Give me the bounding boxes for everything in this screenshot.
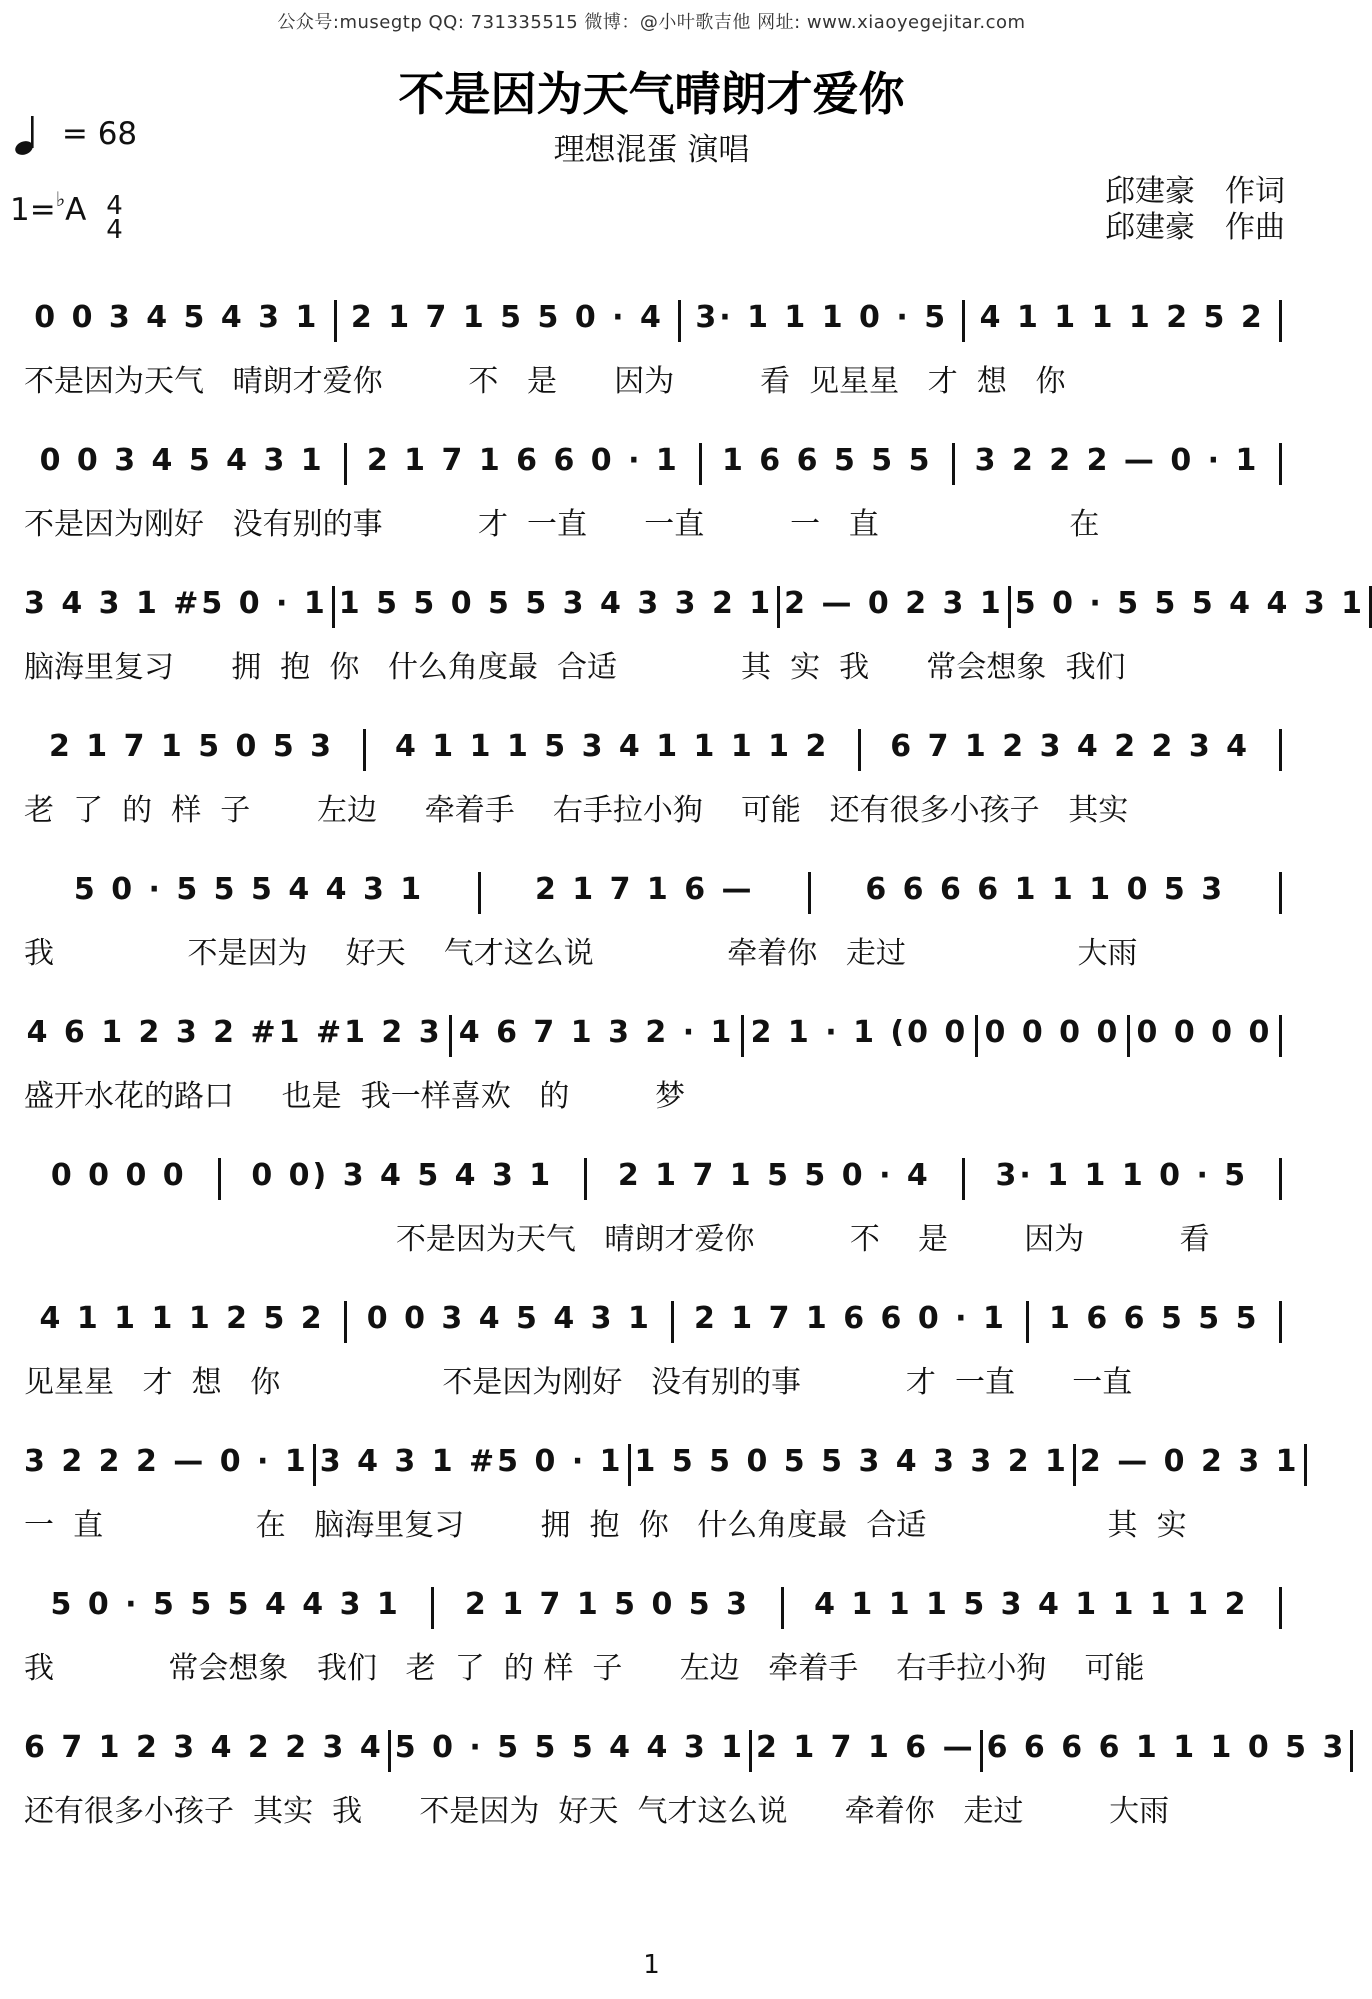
notes-line: [24, 729, 1286, 771]
composer-credit: [1105, 210, 1285, 246]
notes-line: [24, 1587, 1286, 1629]
bar-line: [1127, 1015, 1130, 1057]
notes-line: [24, 1730, 1347, 1772]
measure: 4 6 1 2 3 2 #1 #1 2 3: [26, 1015, 443, 1050]
measure: 2 1 · 1 (0 0: [750, 1015, 969, 1050]
bar-line: [975, 1015, 978, 1057]
measure: 4 1 1 1 5 3 4 1 1 1 1 2: [394, 729, 830, 764]
bar-line: [671, 1301, 674, 1343]
bar-line: [363, 729, 366, 771]
notation-system: [0, 1301, 1303, 1441]
lyrics-line: 老 了 的 样 子 左边 牵着手 右手拉小狗 可能 还有很多小孩子 其实: [24, 793, 1129, 828]
measure: 1 6 6 5 5 5: [1049, 1301, 1260, 1336]
notation-system: [0, 1587, 1303, 1727]
measure: 2 — 0 2 3 1: [784, 586, 1004, 621]
measure: 2 1 7 1 6 —: [534, 872, 755, 907]
lyrics-line: 我 不是因为 好天 气才这么说 牵着你 走过 大雨: [24, 936, 1138, 971]
composer-name: 邱建豪: [1105, 210, 1195, 245]
bar-line: [962, 1158, 965, 1200]
measure: 0 0 0 0: [984, 1015, 1121, 1050]
bar-line: [431, 1587, 434, 1629]
bar-line: [1279, 1015, 1282, 1057]
notes-line: [24, 443, 1286, 485]
measure: 0 0 0 0: [1136, 1015, 1273, 1050]
bar-line: [1350, 1730, 1353, 1772]
notation-system: [0, 1015, 1303, 1155]
lyricist-name: 邱建豪: [1105, 174, 1195, 209]
bar-line: [781, 1587, 784, 1629]
notation-system: [0, 586, 1366, 726]
bar-line: [334, 300, 337, 342]
page-number: 1: [643, 1950, 660, 1980]
measure: 3 2 2 2 — 0 · 1: [974, 443, 1260, 478]
quarter-note-icon: [12, 112, 52, 156]
measure: 5 0 · 5 5 5 4 4 3 1: [73, 872, 425, 907]
notation-system: [0, 1444, 1303, 1584]
lyrics-line: 我 常会想象 我们 老 了 的 样 子 左边 牵着手 右手拉小狗 可能: [24, 1651, 1145, 1686]
measure: 4 1 1 1 1 2 5 2: [39, 1301, 325, 1336]
bar-line: [313, 1444, 316, 1486]
bar-line: [808, 872, 811, 914]
bar-line: [478, 872, 481, 914]
measure: 0 0 3 4 5 4 3 1: [366, 1301, 652, 1336]
bar-line: [749, 1730, 752, 1772]
notation-system: [0, 443, 1303, 583]
song-title: 不是因为天气晴朗才爱你: [398, 67, 905, 121]
measure: 2 1 7 1 6 —: [756, 1730, 976, 1765]
lyrics-line: 脑海里复习 拥 抱 你 什么角度最 合适 其 实 我 常会想象 我们: [24, 650, 1126, 685]
bar-line: [1073, 1444, 1076, 1486]
bar-line: [344, 1301, 347, 1343]
bar-line: [1279, 1587, 1282, 1629]
measure: 3 4 3 1 #5 0 · 1: [319, 1444, 624, 1479]
tempo-marking: [12, 112, 137, 156]
measure: 2 1 7 1 5 5 0 · 4: [617, 1158, 931, 1193]
bar-line: [344, 443, 347, 485]
measure: 0 0) 3 4 5 4 3 1: [251, 1158, 554, 1193]
lyrics-line: 见星星 才 想 你 不是因为刚好 没有别的事 才 一直 一直: [24, 1365, 1133, 1400]
measure: 5 0 · 5 5 5 4 4 3 1: [394, 1730, 746, 1765]
performer-line: 理想混蛋 演唱: [553, 132, 750, 168]
measure: 2 1 7 1 6 6 0 · 1: [693, 1301, 1007, 1336]
lyrics-line: 不是因为天气 晴朗才爱你 不 是 因为 看: [24, 1222, 1210, 1257]
bar-line: [449, 1015, 452, 1057]
lyrics-line: 还有很多小孩子 其实 我 不是因为 好天 气才这么说 牵着你 走过 大雨: [24, 1794, 1170, 1829]
measure: 5 0 · 5 5 5 4 4 3 1: [1014, 586, 1366, 621]
bar-line: [1008, 586, 1011, 628]
bar-line: [1026, 1301, 1029, 1343]
notes-line: [24, 1015, 1286, 1057]
measure: 6 6 6 6 1 1 1 0 5 3: [986, 1730, 1347, 1765]
notes-line: [24, 300, 1286, 342]
measure: 1 6 6 5 5 5: [721, 443, 933, 478]
measure: 5 0 · 5 5 5 4 4 3 1: [50, 1587, 401, 1622]
measure: 6 7 1 2 3 4 2 2 3 4: [890, 729, 1251, 764]
bar-line: [678, 300, 681, 342]
credits: [1105, 174, 1285, 246]
notation-system: [0, 300, 1303, 440]
bar-line: [858, 729, 861, 771]
measure: 3· 1 1 1 0 · 5: [695, 300, 949, 335]
bar-line: [584, 1158, 587, 1200]
notation-system: [0, 729, 1303, 869]
bar-line: [218, 1158, 221, 1200]
bar-line: [1304, 1444, 1307, 1486]
measure: 3· 1 1 1 0 · 5: [995, 1158, 1249, 1193]
bar-line: [777, 586, 780, 628]
bar-line: [952, 443, 955, 485]
measure: 0 0 3 4 5 4 3 1: [39, 443, 325, 478]
notes-line: [24, 872, 1286, 914]
bar-line: [1279, 300, 1282, 342]
notes-line: [24, 1301, 1286, 1343]
key-signature: [10, 187, 123, 245]
lyrics-line: 一 直 在 脑海里复习 拥 抱 你 什么角度最 合适 其 实: [24, 1508, 1187, 1543]
measure: 4 1 1 1 1 2 5 2: [979, 300, 1265, 335]
measure: 3 4 3 1 #5 0 · 1: [24, 586, 328, 621]
time-signature-top: 4: [106, 191, 123, 221]
bar-line: [962, 300, 965, 342]
measure: 2 — 0 2 3 1: [1079, 1444, 1300, 1479]
notes-line: [24, 1444, 1300, 1486]
measure: 1 5 5 0 5 5 3 4 3 3 2 1: [634, 1444, 1069, 1479]
bar-line: [980, 1730, 983, 1772]
notation-system: [0, 872, 1303, 1012]
measure: 0 0 0 0: [50, 1158, 187, 1193]
measure: 4 6 7 1 3 2 · 1: [458, 1015, 735, 1050]
notes-line: [24, 1158, 1286, 1200]
measure: 2 1 7 1 6 6 0 · 1: [366, 443, 680, 478]
measure: 2 1 7 1 5 0 5 3: [464, 1587, 750, 1622]
measure: 6 6 6 6 1 1 1 0 5 3: [865, 872, 1226, 907]
bar-line: [1279, 1158, 1282, 1200]
measure: 1 5 5 0 5 5 3 4 3 3 2 1: [338, 586, 774, 621]
measure: 4 1 1 1 5 3 4 1 1 1 1 2: [814, 1587, 1249, 1622]
time-signature-bottom: 4: [106, 215, 123, 245]
bar-line: [628, 1444, 631, 1486]
bar-line: [332, 586, 335, 628]
measure: 2 1 7 1 5 5 0 · 4: [350, 300, 664, 335]
bar-line: [741, 1015, 744, 1057]
bar-line: [1279, 729, 1282, 771]
flat-sign: ♭: [55, 187, 66, 211]
measure: 2 1 7 1 5 0 5 3: [48, 729, 335, 764]
lyricist-credit: [1105, 174, 1285, 210]
bar-line: [1279, 1301, 1282, 1343]
measure: 3 2 2 2 — 0 · 1: [24, 1444, 309, 1479]
time-signature: [106, 191, 123, 245]
bar-line: [388, 1730, 391, 1772]
notation-system: [0, 1730, 1347, 1870]
lyricist-role: 作词: [1225, 174, 1285, 209]
notes-line: [24, 586, 1366, 628]
key-letter: A: [65, 192, 87, 228]
lyrics-line: 不是因为刚好 没有别的事 才 一直 一直 一 直 在: [24, 507, 1100, 542]
bar-line: [1279, 872, 1282, 914]
bar-line: [699, 443, 702, 485]
bar-line: [1279, 443, 1282, 485]
source-info-line: 公众号:musegtp QQ: 731335515 微博：@小叶歌吉他 网址: www.xiaoyegejitar.com: [277, 12, 1026, 33]
tempo-value: = 68: [61, 116, 138, 152]
measure: 0 0 3 4 5 4 3 1: [34, 300, 320, 335]
notation-system: [0, 1158, 1303, 1298]
lyrics-line: 不是因为天气 晴朗才爱你 不 是 因为 看 见星星 才 想 你: [24, 364, 1066, 399]
key-prefix: 1=: [10, 192, 56, 228]
composer-role: 作曲: [1225, 210, 1285, 245]
measure: 6 7 1 2 3 4 2 2 3 4: [24, 1730, 384, 1765]
lyrics-line: 盛开水花的路口 也是 我一样喜欢 的 梦: [24, 1079, 686, 1114]
